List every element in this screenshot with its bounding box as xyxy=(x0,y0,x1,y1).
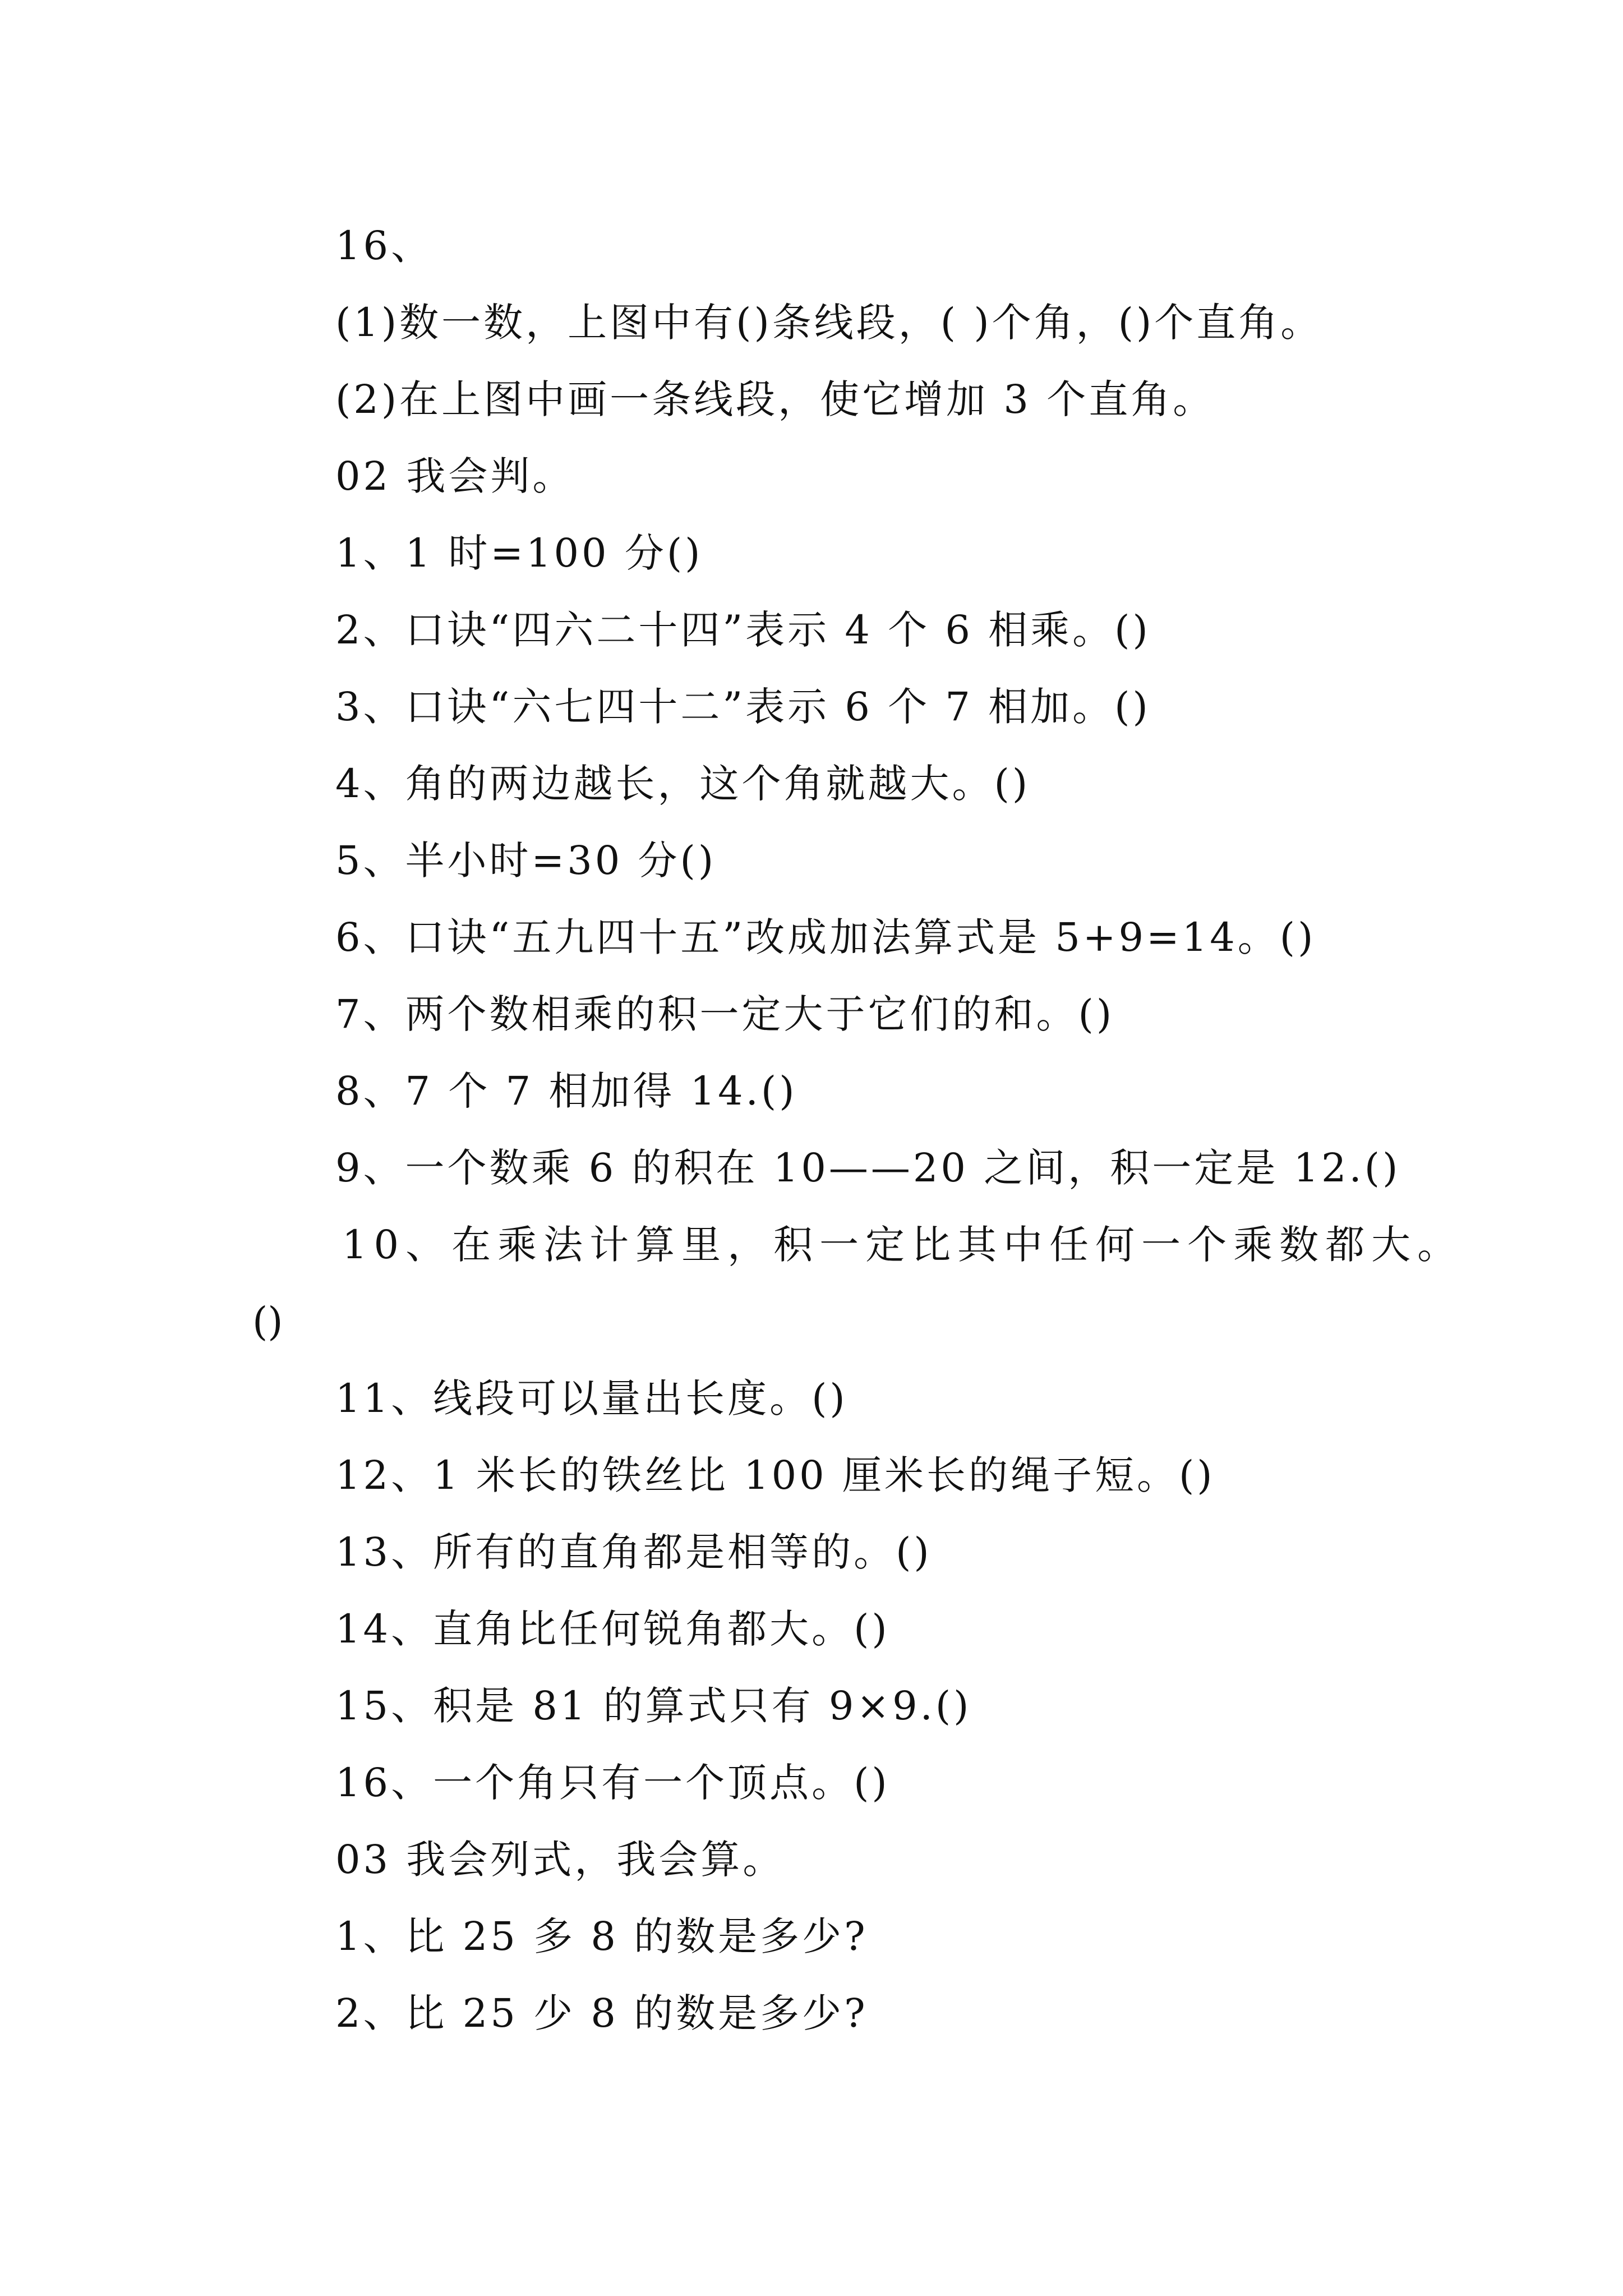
judge-item-16: 16、一个角只有一个顶点。() xyxy=(335,1760,890,1806)
judge-item-12: 12、1 米长的铁丝比 100 厘米长的绳子短。() xyxy=(335,1452,1215,1498)
judge-item-6: 6、口诀“五九四十五”改成加法算式是 5+9=14。() xyxy=(335,914,1316,960)
judge-item-9: 9、一个数乘 6 的积在 10——20 之间，积一定是 12.() xyxy=(335,1145,1401,1191)
judge-item-15: 15、积是 81 的算式只有 9×9.() xyxy=(335,1683,972,1729)
judge-item-4: 4、角的两边越长，这个角就越大。() xyxy=(335,761,1031,807)
document-body xyxy=(252,208,1464,2052)
question-16-heading: 16、 xyxy=(335,223,434,269)
judge-item-14: 14、直角比任何锐角都大。() xyxy=(335,1606,890,1652)
section-02-heading: 02 我会判。 xyxy=(335,453,575,499)
judge-item-7: 7、两个数相乘的积一定大于它们的和。() xyxy=(335,991,1115,1037)
question-16-part-2: (2)在上图中画一条线段，使它增加 3 个直角。 xyxy=(335,376,1215,422)
judge-item-11: 11、线段可以量出长度。() xyxy=(335,1375,848,1421)
judge-item-2: 2、口诀“四六二十四”表示 4 个 6 相乘。() xyxy=(335,607,1151,653)
question-16-part-1: (1)数一数，上图中有()条线段，( )个角，()个直角。 xyxy=(335,300,1323,346)
judge-item-3: 3、口诀“六七四十二”表示 6 个 7 相加。() xyxy=(335,684,1151,730)
judge-item-10-continuation: () xyxy=(252,1299,283,1345)
judge-item-5: 5、半小时=30 分() xyxy=(335,838,717,884)
judge-item-8: 8、7 个 7 相加得 14.() xyxy=(335,1068,797,1114)
judge-item-10: 10、在乘法计算里，积一定比其中任何一个乘数都大。 xyxy=(342,1222,1464,1268)
calc-item-2: 2、比 25 少 8 的数是多少? xyxy=(335,1990,868,2036)
judge-item-13: 13、所有的直角都是相等的。() xyxy=(335,1529,932,1575)
section-03-heading: 03 我会列式，我会算。 xyxy=(335,1837,785,1883)
calc-item-1: 1、比 25 多 8 的数是多少? xyxy=(335,1913,868,1959)
judge-item-1: 1、1 时=100 分() xyxy=(335,530,703,576)
